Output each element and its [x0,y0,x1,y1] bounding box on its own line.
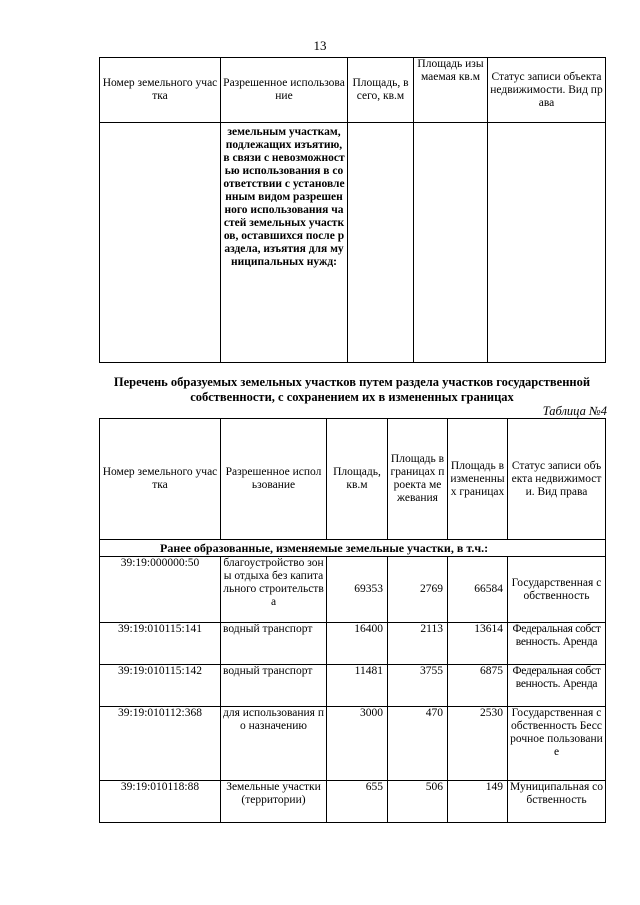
header-col2: Разрешенное использование [221,58,348,123]
header-col6: Статус записи объекта недвижимости. Вид права [508,419,606,540]
cell-area-project: 470 [388,707,448,781]
cell-status: Государственная собственность [508,557,606,623]
table-1 [99,57,606,363]
cell-status: Муниципальная собственность [508,781,606,823]
cell-number: 39:19:000000:50 [100,557,221,623]
table-row [100,781,606,823]
header-col4: Площадь в границах проекта межевания [388,419,448,540]
table-row [100,623,606,665]
cell-number: 39:19:010115:142 [100,665,221,707]
table-row [100,707,606,781]
table-label: Таблица №4 [542,404,607,418]
page-number: 13 [313,38,327,53]
section-row [100,540,606,557]
cell-area: 3000 [327,707,388,781]
cell-status: Федеральная собственность. Аренда [508,623,606,665]
cell-area-changed: 13614 [448,623,508,665]
cell-area: 655 [327,781,388,823]
cell-area: 16400 [327,623,388,665]
header-col4: Площадь изымаемая кв.м [414,58,488,123]
header-col3: Площадь, кв.м [327,419,388,540]
section-label: Ранее образованные, изменяемые земельные участки, в т.ч.: [100,540,606,557]
header-col3: Площадь, всего, кв.м [348,58,414,123]
table-2 [99,418,606,823]
cell-status: Государственная собственность Бессрочное пользование [508,707,606,781]
cell-usage: Земельные участки (территории) [221,781,327,823]
cell-number: 39:19:010115:141 [100,623,221,665]
header-col2: Разрешенное использование [221,419,327,540]
table-row [100,557,606,623]
header-col5: Площадь в измененных границах [448,419,508,540]
cell-area-changed: 2530 [448,707,508,781]
cell-usage: благоустройство зоны отдыха без капитального строительства [221,557,327,623]
table-1-header [100,58,606,123]
cell-number: 39:19:010118:88 [100,781,221,823]
header-col1: Номер земельного участка [100,58,221,123]
header-col1: Номер земельного участка [100,419,221,540]
cell-area: 11481 [327,665,388,707]
cell-area-project: 3755 [388,665,448,707]
table-2-header [100,419,606,540]
cell-area-changed: 66584 [448,557,508,623]
table-row [100,123,606,363]
continued-text: земельным участкам, подлежащих изъятию, в связи с невозможностью использования в соответствии с установленным видом разрешенного использования частей земельных участков, оставшихся после раздела, изъятия для муниципальных нужд: [221,123,348,363]
table-title: Перечень образуемых земельных участков путем раздела участков государственной собственности, с сохранением их в измененных границах [113,375,591,404]
cell-area: 69353 [327,557,388,623]
header-col5: Статус записи объекта недвижимости. Вид права [488,58,606,123]
cell-usage: для использования по назначению [221,707,327,781]
cell-usage: водный транспорт [221,665,327,707]
cell-area-changed: 149 [448,781,508,823]
table-row [100,665,606,707]
cell-area-project: 2769 [388,557,448,623]
cell-number: 39:19:010112:368 [100,707,221,781]
cell-usage: водный транспорт [221,623,327,665]
cell-area-changed: 6875 [448,665,508,707]
cell-status: Федеральная собственность. Аренда [508,665,606,707]
cell-area-project: 506 [388,781,448,823]
cell-area-project: 2113 [388,623,448,665]
